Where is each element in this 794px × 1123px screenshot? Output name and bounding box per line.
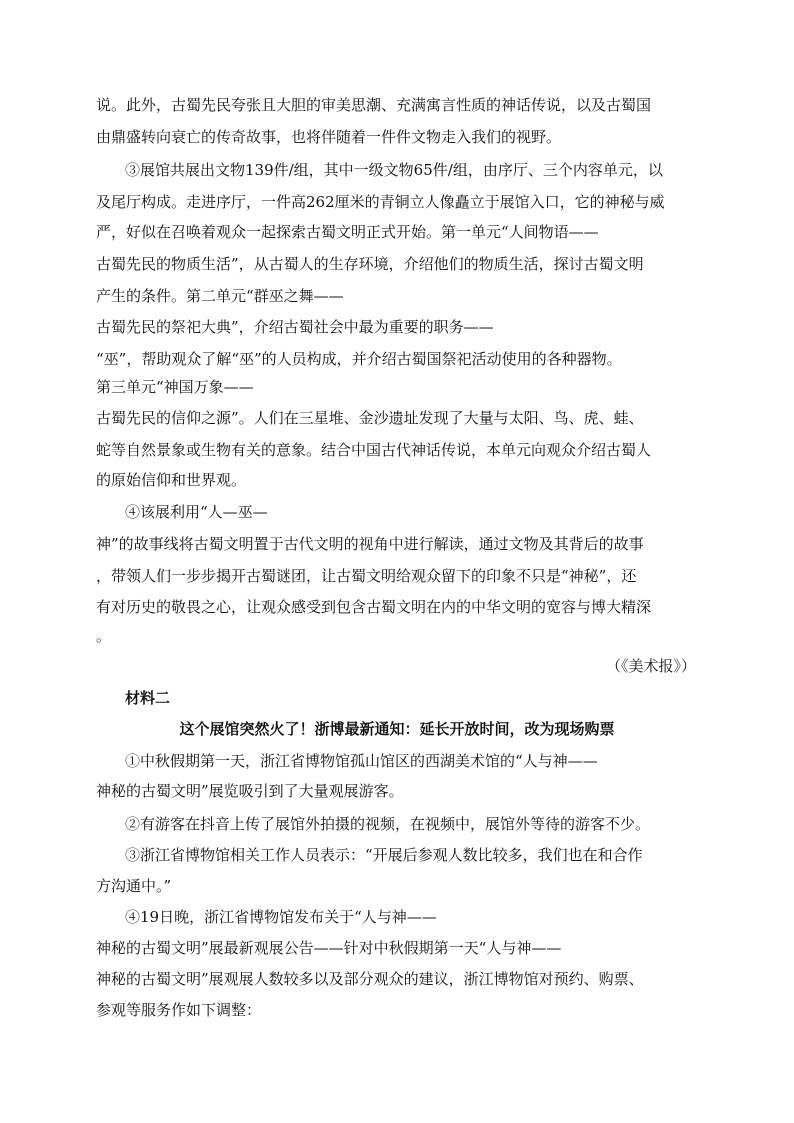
article-title: 这个展馆突然火了！浙博最新通知：延长开放时间，改为现场购票 [179,720,615,738]
text-line: 古蜀先民的信仰之源”。人们在三星堆、金沙遗址发现了大量与太阳、鸟、虎、蛙、 [96,409,644,427]
text-line: ③浙江省博物馆相关工作人员表示：“开展后参观人数比较多，我们也在和合作 [125,846,643,864]
text-line: 神”的故事线将古蜀文明置于古代文明的视角中进行解读，通过文物及其背后的故事 [96,535,644,553]
text-line: ③展馆共展出文物139件/组，其中一级文物65件/组，由序厅、三个内容单元，以 [125,161,663,179]
text-line: 有对历史的敬畏之心，让观众感受到包含古蜀文明在内的中华文明的宽容与博大精深 [96,598,652,616]
text-line: 神秘的古蜀文明”展最新观展公告——针对中秋假期第一天“人与神—— [96,939,562,957]
text-line: “巫”，帮助观众了解“巫”的人员构成，并介绍古蜀国祭祀活动使用的各种器物。 [96,350,622,368]
text-line: 的原始信仰和世界观。 [96,471,247,489]
text-line: ①中秋假期第一天，浙江省博物馆孤山馆区的西湖美术馆的“人与神—— [125,752,598,770]
text-line: 神秘的古蜀文明”展览吸引到了大量观展游客。 [96,782,404,800]
text-line: ④该展利用“人—巫— [125,503,268,521]
text-line: 第三单元“神国万象—— [96,378,254,396]
text-line: 说。此外，古蜀先民夸张且大胆的审美思潮、充满寓言性质的神话传说，以及古蜀国 [96,96,652,114]
text-line: 产生的条件。第二单元“群巫之舞—— [96,287,344,305]
source-citation: （《美术报》） [605,657,696,675]
text-line: 由鼎盛转向衰亡的传奇故事，也将伴随着一件件文物走入我们的视野。 [96,128,562,146]
text-line: 古蜀先民的物质生活”，从古蜀人的生存环境，介绍他们的物质生活，探讨古蜀文明 [96,255,644,273]
text-line: 蛇等自然景象或生物有关的意象。结合中国古代神话传说，本单元向观众介绍古蜀人 [96,441,652,459]
text-line: 严，好似在召唤着观众一起探索古蜀文明正式开始。第一单元“人间物语—— [96,223,599,241]
text-line: 。 [96,627,112,645]
section-heading: 材料二 [125,689,171,707]
text-line: 古蜀先民的祭祀大典”，介绍古蜀社会中最为重要的职务—— [96,318,494,336]
text-line: 神秘的古蜀文明”展观展人数较多以及部分观众的建议，浙江博物馆对预约、购票、 [96,970,644,988]
text-line: 及尾厅构成。走进序厅，一件高262厘米的青铜立人像矗立于展馆入口，它的神秘与威 [96,193,665,211]
text-line: ④19日晚，浙江省博物馆发布关于“人与神—— [125,908,437,926]
text-line: 方沟通中。” [96,877,172,895]
text-line: 参观等服务作如下调整： [96,1001,262,1019]
text-line: ②有游客在抖音上传了展馆外拍摄的视频，在视频中，展馆外等待的游客不少。 [125,815,651,833]
text-line: ，带领人们一步步揭开古蜀谜团，让古蜀文明给观众留下的印象不只是“神秘”，还 [96,567,637,585]
